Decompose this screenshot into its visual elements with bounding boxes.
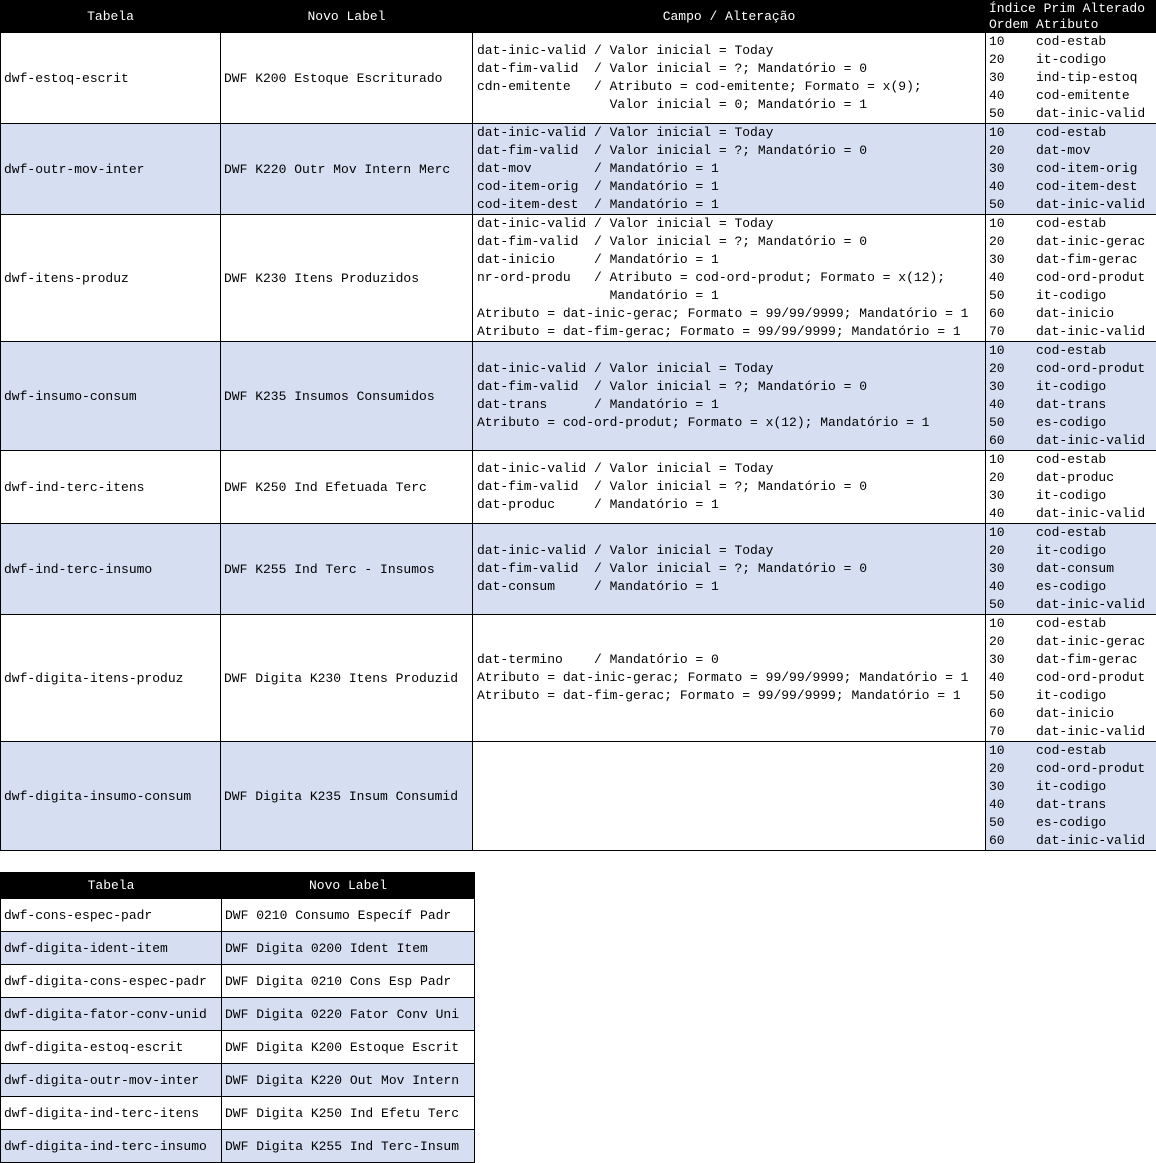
campo-alteracao-cell bbox=[473, 742, 986, 851]
ordem-value: 20 bbox=[989, 360, 1036, 378]
indice-entry bbox=[986, 251, 1156, 269]
atributo-value: dat-produc bbox=[1036, 469, 1114, 487]
indice-entry bbox=[986, 269, 1156, 287]
indice-entry bbox=[986, 87, 1156, 105]
atributo-value: dat-consum bbox=[1036, 560, 1114, 578]
indice-entry bbox=[986, 542, 1156, 560]
campo-line: Atributo = cod-ord-produt; Formato = x(12); Mandatório = 1 bbox=[473, 414, 985, 432]
indice-cell bbox=[986, 124, 1156, 215]
ordem-value: 30 bbox=[989, 560, 1036, 578]
atributo-value: dat-inic-valid bbox=[1036, 723, 1145, 741]
atributo-value: cod-estab bbox=[1036, 742, 1106, 760]
campo-alteracao-cell bbox=[473, 451, 986, 524]
indice-entry bbox=[986, 323, 1156, 341]
atributo-value: dat-inic-valid bbox=[1036, 196, 1145, 214]
indice-cell bbox=[986, 615, 1156, 742]
main-table-body bbox=[1, 33, 1156, 851]
atributo-value: es-codigo bbox=[1036, 414, 1106, 432]
campo-line: dat-inic-valid / Valor inicial = Today bbox=[473, 215, 985, 233]
novo-label-cell: DWF K235 Insumos Consumidos bbox=[221, 342, 473, 451]
campo-line: dat-inic-valid / Valor inicial = Today bbox=[473, 42, 985, 60]
atributo-value: cod-estab bbox=[1036, 451, 1106, 469]
indice-entry bbox=[986, 215, 1156, 233]
novo-label-cell: DWF Digita 0210 Cons Esp Padr bbox=[222, 965, 475, 998]
campo-alteracao-cell bbox=[473, 124, 986, 215]
indice-entry bbox=[986, 233, 1156, 251]
indice-entry bbox=[986, 742, 1156, 760]
tabela-cell: dwf-digita-itens-produz bbox=[1, 615, 221, 742]
atributo-value: dat-inic-valid bbox=[1036, 505, 1145, 523]
ordem-value: 20 bbox=[989, 469, 1036, 487]
tabela-cell: dwf-insumo-consum bbox=[1, 342, 221, 451]
ordem-value: 60 bbox=[989, 705, 1036, 723]
indice-entry bbox=[986, 33, 1156, 51]
ordem-value: 40 bbox=[989, 396, 1036, 414]
ordem-value: 10 bbox=[989, 215, 1036, 233]
campo-line: cod-item-dest / Mandatório = 1 bbox=[473, 196, 985, 214]
ordem-value: 50 bbox=[989, 287, 1036, 305]
atributo-value: dat-inic-valid bbox=[1036, 105, 1145, 123]
table-row bbox=[1, 899, 475, 932]
indice-entry bbox=[986, 124, 1156, 142]
novo-label-cell: DWF K200 Estoque Escriturado bbox=[221, 33, 473, 124]
tabela-cell: dwf-ind-terc-insumo bbox=[1, 524, 221, 615]
indice-entry bbox=[986, 287, 1156, 305]
indice-entry bbox=[986, 578, 1156, 596]
ordem-value: 70 bbox=[989, 323, 1036, 341]
ordem-value: 10 bbox=[989, 124, 1036, 142]
campo-line: dat-inic-valid / Valor inicial = Today bbox=[473, 360, 985, 378]
campo-line: dat-inic-valid / Valor inicial = Today bbox=[473, 542, 985, 560]
atributo-value: dat-fim-gerac bbox=[1036, 651, 1137, 669]
indice-entry bbox=[986, 487, 1156, 505]
campo-line: Atributo = dat-inic-gerac; Formato = 99/99/9999; Mandatório = 1 bbox=[473, 305, 985, 323]
ordem-value: 30 bbox=[989, 651, 1036, 669]
indice-entry bbox=[986, 451, 1156, 469]
atributo-value: it-codigo bbox=[1036, 778, 1106, 796]
atributo-value: it-codigo bbox=[1036, 487, 1106, 505]
ordem-value: 30 bbox=[989, 69, 1036, 87]
table-row bbox=[1, 998, 475, 1031]
indice-entry bbox=[986, 705, 1156, 723]
ordem-value: 40 bbox=[989, 669, 1036, 687]
indice-title: Índice Prim Alterado bbox=[986, 1, 1156, 17]
indice-cell bbox=[986, 451, 1156, 524]
atributo-value: cod-estab bbox=[1036, 524, 1106, 542]
indice-entry bbox=[986, 396, 1156, 414]
tabela-cell: dwf-itens-produz bbox=[1, 215, 221, 342]
atributo-value: it-codigo bbox=[1036, 687, 1106, 705]
indice-entry bbox=[986, 760, 1156, 778]
ordem-value: 20 bbox=[989, 542, 1036, 560]
tabela-cell: dwf-estoq-escrit bbox=[1, 33, 221, 124]
campo-line: dat-termino / Mandatório = 0 bbox=[473, 651, 985, 669]
campo-line: Mandatório = 1 bbox=[473, 287, 985, 305]
campo-line: nr-ord-produ / Atributo = cod-ord-produt; Formato = x(12); bbox=[473, 269, 985, 287]
table-row bbox=[1, 1064, 475, 1097]
indice-entry bbox=[986, 560, 1156, 578]
campo-line: dat-inic-valid / Valor inicial = Today bbox=[473, 460, 985, 478]
atributo-value: dat-inicio bbox=[1036, 705, 1114, 723]
atributo-value: dat-fim-gerac bbox=[1036, 251, 1137, 269]
tabela-cell: dwf-cons-espec-padr bbox=[1, 899, 222, 932]
campo-line: Valor inicial = 0; Mandatório = 1 bbox=[473, 96, 985, 114]
col-header-campo-alteracao: Campo / Alteração bbox=[473, 1, 986, 33]
table-row bbox=[1, 742, 1156, 851]
atributo-subheader: Atributo bbox=[1036, 17, 1098, 32]
tabela-cell: dwf-digita-ind-terc-itens bbox=[1, 1097, 222, 1130]
ordem-value: 50 bbox=[989, 596, 1036, 614]
indice-entry bbox=[986, 51, 1156, 69]
indice-entry bbox=[986, 196, 1156, 214]
ordem-value: 70 bbox=[989, 723, 1036, 741]
indice-entry bbox=[986, 687, 1156, 705]
ordem-value: 10 bbox=[989, 33, 1036, 51]
campo-line: cod-item-orig / Mandatório = 1 bbox=[473, 178, 985, 196]
atributo-value: cod-ord-produt bbox=[1036, 360, 1145, 378]
ordem-value: 10 bbox=[989, 524, 1036, 542]
campo-line: Atributo = dat-inic-gerac; Formato = 99/99/9999; Mandatório = 1 bbox=[473, 669, 985, 687]
indice-entry bbox=[986, 432, 1156, 450]
campo-alteracao-cell bbox=[473, 342, 986, 451]
ordem-value: 30 bbox=[989, 160, 1036, 178]
table-row bbox=[1, 524, 1156, 615]
atributo-value: cod-estab bbox=[1036, 124, 1106, 142]
campo-line: dat-consum / Mandatório = 1 bbox=[473, 578, 985, 596]
rename-col-header-tabela: Tabela bbox=[1, 873, 222, 899]
campo-line: dat-fim-valid / Valor inicial = ?; Mandatório = 0 bbox=[473, 560, 985, 578]
atributo-value: dat-inicio bbox=[1036, 305, 1114, 323]
indice-entry bbox=[986, 669, 1156, 687]
campo-alteracao-cell bbox=[473, 215, 986, 342]
novo-label-cell: DWF K250 Ind Efetuada Terc bbox=[221, 451, 473, 524]
indice-entry bbox=[986, 796, 1156, 814]
ordem-value: 30 bbox=[989, 778, 1036, 796]
indice-entry bbox=[986, 414, 1156, 432]
atributo-value: ind-tip-estoq bbox=[1036, 69, 1137, 87]
ordem-value: 10 bbox=[989, 342, 1036, 360]
atributo-value: dat-inic-gerac bbox=[1036, 233, 1145, 251]
ordem-value: 20 bbox=[989, 760, 1036, 778]
table-row bbox=[1, 124, 1156, 215]
ordem-value: 10 bbox=[989, 615, 1036, 633]
col-header-tabela: Tabela bbox=[1, 1, 221, 33]
table-row bbox=[1, 33, 1156, 124]
ordem-value: 40 bbox=[989, 505, 1036, 523]
table-row bbox=[1, 965, 475, 998]
ordem-value: 40 bbox=[989, 269, 1036, 287]
campo-alteracao-cell bbox=[473, 33, 986, 124]
atributo-value: cod-item-dest bbox=[1036, 178, 1137, 196]
indice-entry bbox=[986, 633, 1156, 651]
atributo-value: cod-estab bbox=[1036, 342, 1106, 360]
ordem-value: 60 bbox=[989, 832, 1036, 850]
novo-label-cell: DWF Digita 0200 Ident Item bbox=[222, 932, 475, 965]
indice-cell bbox=[986, 342, 1156, 451]
tabela-cell: dwf-digita-insumo-consum bbox=[1, 742, 221, 851]
indice-entry bbox=[986, 378, 1156, 396]
tabela-cell: dwf-digita-outr-mov-inter bbox=[1, 1064, 222, 1097]
indice-entry bbox=[986, 524, 1156, 542]
rename-header-row bbox=[1, 873, 475, 899]
novo-label-cell: DWF 0210 Consumo Específ Padr bbox=[222, 899, 475, 932]
tabela-cell: dwf-outr-mov-inter bbox=[1, 124, 221, 215]
table-row bbox=[1, 1097, 475, 1130]
atributo-value: cod-estab bbox=[1036, 615, 1106, 633]
atributo-value: es-codigo bbox=[1036, 578, 1106, 596]
indice-cell bbox=[986, 215, 1156, 342]
novo-label-cell: DWF K230 Itens Produzidos bbox=[221, 215, 473, 342]
tabela-cell: dwf-digita-ind-terc-insumo bbox=[1, 1130, 222, 1163]
novo-label-cell: DWF Digita K220 Out Mov Intern bbox=[222, 1064, 475, 1097]
campo-line: dat-inic-valid / Valor inicial = Today bbox=[473, 124, 985, 142]
indice-entry bbox=[986, 723, 1156, 741]
atributo-value: it-codigo bbox=[1036, 51, 1106, 69]
table-row bbox=[1, 932, 475, 965]
ordem-value: 40 bbox=[989, 178, 1036, 196]
ordem-value: 50 bbox=[989, 105, 1036, 123]
novo-label-cell: DWF Digita K200 Estoque Escrit bbox=[222, 1031, 475, 1064]
atributo-value: it-codigo bbox=[1036, 378, 1106, 396]
ordem-value: 50 bbox=[989, 414, 1036, 432]
ordem-value: 20 bbox=[989, 142, 1036, 160]
ordem-value: 60 bbox=[989, 305, 1036, 323]
campo-line: dat-produc / Mandatório = 1 bbox=[473, 496, 985, 514]
main-header-row bbox=[1, 1, 1156, 33]
atributo-value: dat-inic-valid bbox=[1036, 323, 1145, 341]
table-row bbox=[1, 342, 1156, 451]
ordem-value: 40 bbox=[989, 578, 1036, 596]
rename-table-body bbox=[1, 899, 475, 1163]
indice-entry bbox=[986, 360, 1156, 378]
ordem-value: 30 bbox=[989, 251, 1036, 269]
col-header-novo-label: Novo Label bbox=[221, 1, 473, 33]
campo-line: dat-fim-valid / Valor inicial = ?; Mandatório = 0 bbox=[473, 478, 985, 496]
indice-entry bbox=[986, 615, 1156, 633]
indice-cell bbox=[986, 742, 1156, 851]
novo-label-cell: DWF Digita K255 Ind Terc-Insum bbox=[222, 1130, 475, 1163]
rename-table bbox=[0, 872, 475, 1163]
atributo-value: it-codigo bbox=[1036, 287, 1106, 305]
tabela-cell: dwf-digita-fator-conv-unid bbox=[1, 998, 222, 1031]
indice-cell bbox=[986, 33, 1156, 124]
atributo-value: it-codigo bbox=[1036, 542, 1106, 560]
ordem-value: 30 bbox=[989, 487, 1036, 505]
novo-label-cell: DWF Digita 0220 Fator Conv Uni bbox=[222, 998, 475, 1031]
indice-cell bbox=[986, 524, 1156, 615]
novo-label-cell: DWF Digita K250 Ind Efetu Terc bbox=[222, 1097, 475, 1130]
campo-line: dat-fim-valid / Valor inicial = ?; Mandatório = 0 bbox=[473, 233, 985, 251]
atributo-value: dat-inic-valid bbox=[1036, 596, 1145, 614]
novo-label-cell: DWF K255 Ind Terc - Insumos bbox=[221, 524, 473, 615]
tabela-cell: dwf-digita-cons-espec-padr bbox=[1, 965, 222, 998]
atributo-value: dat-inic-gerac bbox=[1036, 633, 1145, 651]
atributo-value: cod-estab bbox=[1036, 33, 1106, 51]
atributo-value: dat-trans bbox=[1036, 396, 1106, 414]
indice-entry bbox=[986, 142, 1156, 160]
atributo-value: dat-inic-valid bbox=[1036, 432, 1145, 450]
atributo-value: dat-inic-valid bbox=[1036, 832, 1145, 850]
table-row bbox=[1, 615, 1156, 742]
ordem-value: 60 bbox=[989, 432, 1036, 450]
indice-entry bbox=[986, 596, 1156, 614]
campo-line: dat-inicio / Mandatório = 1 bbox=[473, 251, 985, 269]
campo-line: dat-fim-valid / Valor inicial = ?; Mandatório = 0 bbox=[473, 60, 985, 78]
ordem-value: 50 bbox=[989, 814, 1036, 832]
campo-alteracao-cell bbox=[473, 615, 986, 742]
ordem-value: 40 bbox=[989, 87, 1036, 105]
tabela-cell: dwf-digita-ident-item bbox=[1, 932, 222, 965]
col-header-indice-prim-alterado bbox=[986, 1, 1156, 33]
ordem-value: 20 bbox=[989, 51, 1036, 69]
campo-line: dat-fim-valid / Valor inicial = ?; Mandatório = 0 bbox=[473, 142, 985, 160]
ordem-value: 10 bbox=[989, 742, 1036, 760]
indice-entry bbox=[986, 342, 1156, 360]
campo-line: dat-trans / Mandatório = 1 bbox=[473, 396, 985, 414]
indice-entry bbox=[986, 814, 1156, 832]
atributo-value: cod-emitente bbox=[1036, 87, 1130, 105]
indice-entry bbox=[986, 160, 1156, 178]
ordem-value: 10 bbox=[989, 451, 1036, 469]
ordem-value: 30 bbox=[989, 378, 1036, 396]
campo-line: dat-fim-valid / Valor inicial = ?; Mandatório = 0 bbox=[473, 378, 985, 396]
indice-entry bbox=[986, 832, 1156, 850]
atributo-value: cod-ord-produt bbox=[1036, 760, 1145, 778]
campo-line: cdn-emitente / Atributo = cod-emitente; Formato = x(9); bbox=[473, 78, 985, 96]
indice-entry bbox=[986, 469, 1156, 487]
novo-label-cell: DWF Digita K235 Insum Consumid bbox=[221, 742, 473, 851]
indice-entry bbox=[986, 178, 1156, 196]
campo-line: Atributo = dat-fim-gerac; Formato = 99/99/9999; Mandatório = 1 bbox=[473, 687, 985, 705]
indice-entry bbox=[986, 505, 1156, 523]
table-row bbox=[1, 1130, 475, 1163]
table-row bbox=[1, 451, 1156, 524]
table-row bbox=[1, 1031, 475, 1064]
ordem-value: 50 bbox=[989, 196, 1036, 214]
atributo-value: cod-ord-produt bbox=[1036, 269, 1145, 287]
ordem-value: 20 bbox=[989, 633, 1036, 651]
campo-line: Atributo = dat-fim-gerac; Formato = 99/99/9999; Mandatório = 1 bbox=[473, 323, 985, 341]
ordem-value: 20 bbox=[989, 233, 1036, 251]
indice-entry bbox=[986, 105, 1156, 123]
ordem-value: 40 bbox=[989, 796, 1036, 814]
rename-col-header-novo-label: Novo Label bbox=[222, 873, 475, 899]
novo-label-cell: DWF K220 Outr Mov Intern Merc bbox=[221, 124, 473, 215]
atributo-value: cod-ord-produt bbox=[1036, 669, 1145, 687]
indice-entry bbox=[986, 305, 1156, 323]
ordem-value: 50 bbox=[989, 687, 1036, 705]
atributo-value: cod-estab bbox=[1036, 215, 1106, 233]
indice-entry bbox=[986, 69, 1156, 87]
table-row bbox=[1, 215, 1156, 342]
indice-entry bbox=[986, 778, 1156, 796]
ordem-subheader: Ordem bbox=[989, 17, 1036, 32]
atributo-value: dat-trans bbox=[1036, 796, 1106, 814]
atributo-value: es-codigo bbox=[1036, 814, 1106, 832]
campo-alteracao-cell bbox=[473, 524, 986, 615]
novo-label-cell: DWF Digita K230 Itens Produzid bbox=[221, 615, 473, 742]
tabela-cell: dwf-ind-terc-itens bbox=[1, 451, 221, 524]
atributo-value: dat-mov bbox=[1036, 142, 1091, 160]
tabela-cell: dwf-digita-estoq-escrit bbox=[1, 1031, 222, 1064]
campo-line: dat-mov / Mandatório = 1 bbox=[473, 160, 985, 178]
atributo-value: cod-item-orig bbox=[1036, 160, 1137, 178]
indice-entry bbox=[986, 651, 1156, 669]
